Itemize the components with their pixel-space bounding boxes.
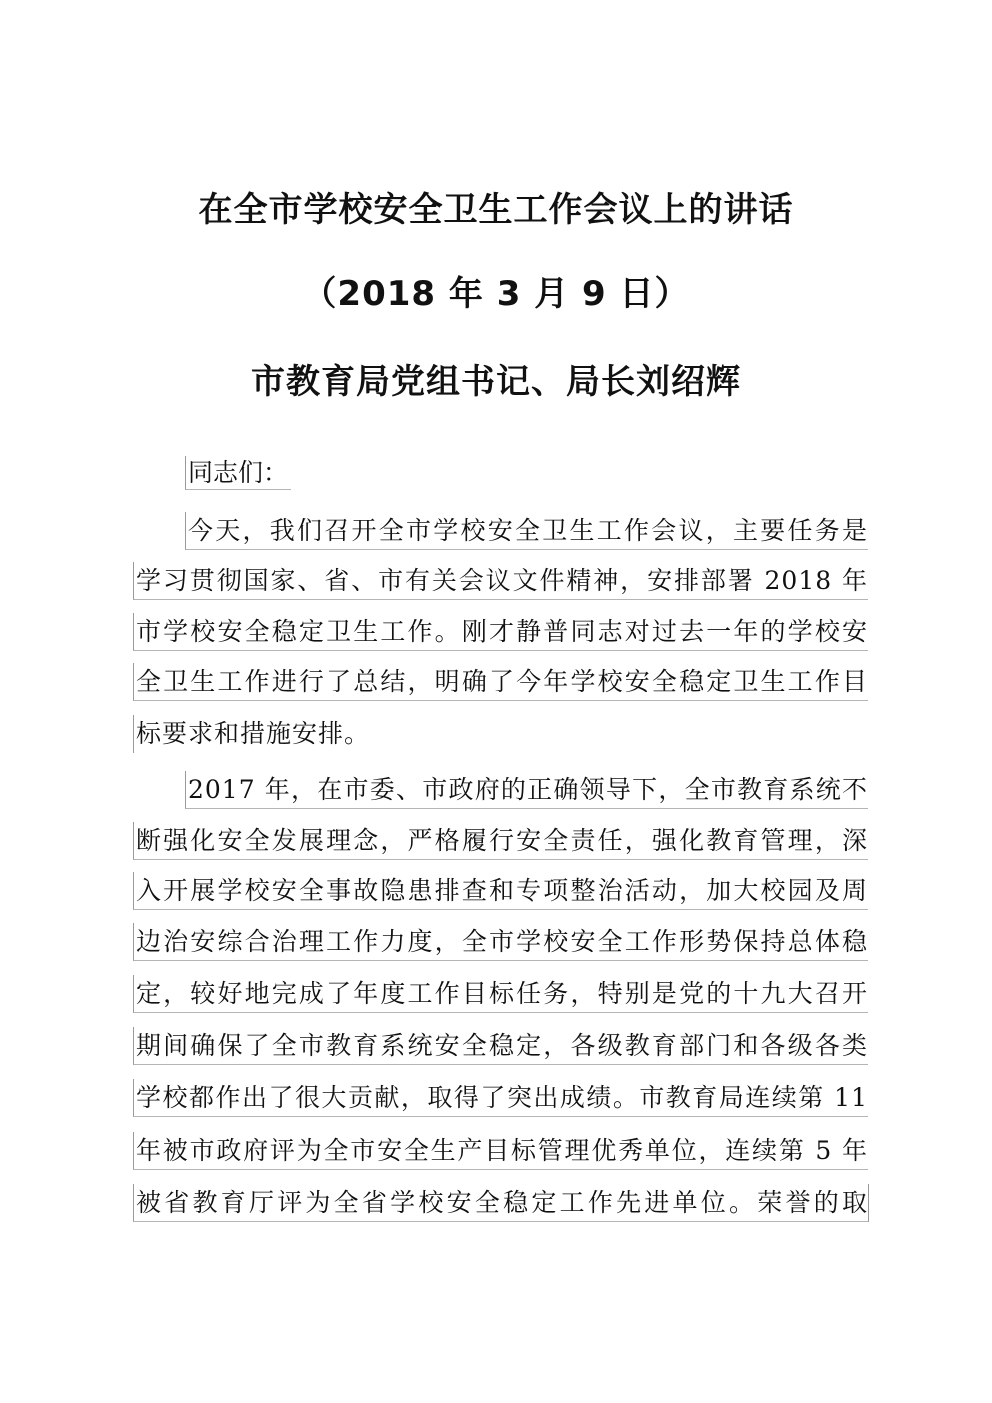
body-line: 标要求和措施安排。	[133, 715, 868, 753]
greeting-line: 同志们：	[185, 456, 291, 490]
body-line: 全卫生工作进行了总结，明确了今年学校安全稳定卫生工作目	[133, 663, 868, 701]
body-line: 入开展学校安全事故隐患排查和专项整治活动，加大校园及周	[133, 872, 868, 910]
text-frame-edge	[868, 1184, 869, 1222]
body-line: 学习贯彻国家、省、市有关会议文件精神，安排部署 2018 年	[133, 562, 868, 600]
body-line: 被省教育厅评为全省学校安全稳定工作先进单位。荣誉的取	[133, 1184, 868, 1222]
body-line: 2017 年，在市委、市政府的正确领导下，全市教育系统不	[185, 771, 868, 809]
body-line: 期间确保了全市教育系统安全稳定，各级教育部门和各级各类	[133, 1027, 868, 1065]
document-speaker: 市教育局党组书记、局长刘绍辉	[251, 362, 741, 402]
body-line: 今天，我们召开全市学校安全卫生工作会议，主要任务是	[185, 512, 868, 550]
body-line: 学校都作出了很大贡献，取得了突出成绩。市教育局连续第 11	[133, 1079, 868, 1117]
body-line: 年被市政府评为全市安全生产目标管理优秀单位，连续第 5 年	[133, 1132, 868, 1170]
body-line: 定，较好地完成了年度工作目标任务，特别是党的十九大召开	[133, 975, 868, 1013]
body-line: 市学校安全稳定卫生工作。刚才静普同志对过去一年的学校安	[133, 613, 868, 651]
document-title: 在全市学校安全卫生工作会议上的讲话	[198, 190, 794, 230]
body-line: 边治安综合治理工作力度，全市学校安全工作形势保持总体稳	[133, 923, 868, 961]
document-date: （2018 年 3 月 9 日）	[302, 274, 690, 314]
body-line: 断强化安全发展理念，严格履行安全责任，强化教育管理，深	[133, 822, 868, 860]
